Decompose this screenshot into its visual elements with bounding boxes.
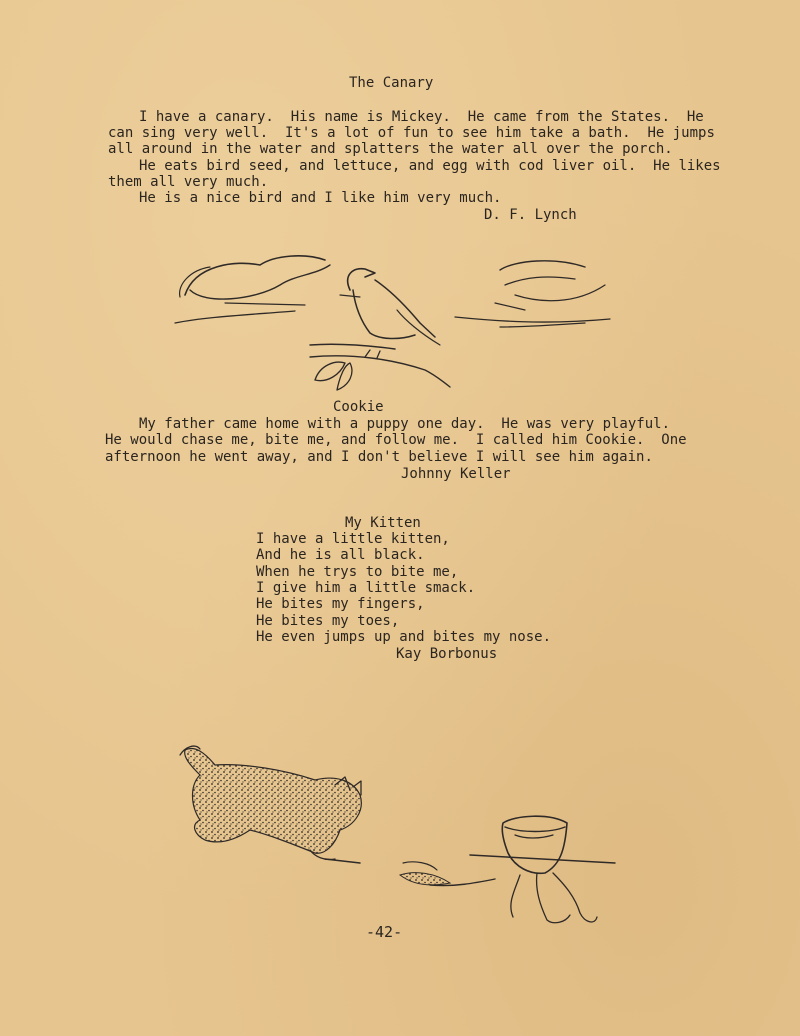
- bird-wing: [375, 280, 435, 337]
- cloud-line: [500, 323, 585, 327]
- spill-line: [511, 875, 520, 917]
- spill-line: [537, 873, 570, 923]
- cookie-line-1: My father came home with a puppy one day. He was very playful.: [139, 416, 671, 432]
- bowl-rim: [505, 827, 565, 832]
- cookie-author: Johnny Keller: [401, 466, 511, 482]
- bird-head: [348, 269, 375, 290]
- mouse-line: [403, 862, 437, 870]
- bird-line: [340, 295, 360, 297]
- bowl: [502, 816, 567, 873]
- kitten-line-1: I have a little kitten,: [256, 531, 450, 547]
- mouse: [400, 873, 450, 885]
- canary-title: The Canary: [349, 75, 434, 91]
- cookie-title: Cookie: [333, 399, 384, 415]
- kitten-author: Kay Borbonus: [396, 646, 498, 662]
- canary-drawing: [165, 245, 625, 395]
- cookie-line-3: afternoon he went away, and I don't believe I will see him again.: [105, 449, 653, 465]
- bird-body: [353, 290, 415, 339]
- canary-line-1: I have a canary. His name is Mickey. He came from the States. He: [139, 109, 704, 125]
- kitten-drawing: [175, 735, 625, 935]
- cloud-line: [495, 303, 525, 310]
- kitten-title: My Kitten: [345, 515, 421, 531]
- kitten-line-5: He bites my fingers,: [256, 596, 425, 612]
- cloud-line: [500, 261, 585, 270]
- kitten-line-7: He even jumps up and bites my nose.: [256, 629, 552, 645]
- kitten-line-2: And he is all black.: [256, 547, 425, 563]
- canary-line-2: can sing very well. It's a lot of fun to see him take a bath. He jumps: [108, 125, 715, 141]
- kitten-line-3: When he trys to bite me,: [256, 564, 459, 580]
- canary-line-3: all around in the water and splatters the water all over the porch.: [108, 141, 673, 157]
- canary-line-5: them all very much.: [108, 174, 269, 190]
- cloud-line: [505, 277, 575, 285]
- branch: [310, 344, 395, 349]
- canary-line-6: He is a nice bird and I like him very much.: [139, 190, 502, 206]
- canary-author: D. F. Lynch: [484, 207, 577, 223]
- bowl-rim: [515, 835, 553, 838]
- cloud-line: [225, 303, 305, 305]
- cloud-line: [515, 285, 605, 301]
- bird-tail: [397, 310, 440, 345]
- cookie-line-2: He would chase me, bite me, and follow me. I called him Cookie. One: [105, 432, 687, 448]
- canary-line-4: He eats bird seed, and lettuce, and egg with cod liver oil. He likes: [139, 158, 721, 174]
- cloud-line: [190, 265, 330, 299]
- page-number: -42-: [366, 923, 403, 941]
- cloud-line: [455, 317, 610, 322]
- leaf: [337, 363, 352, 390]
- cat-body: [185, 748, 362, 853]
- ground-line: [325, 859, 360, 863]
- cloud-line: [175, 311, 295, 323]
- kitten-line-6: He bites my toes,: [256, 613, 400, 629]
- branch: [310, 356, 450, 387]
- kitten-line-4: I give him a little smack.: [256, 580, 476, 596]
- table-line: [470, 855, 615, 863]
- spill-line: [553, 873, 597, 922]
